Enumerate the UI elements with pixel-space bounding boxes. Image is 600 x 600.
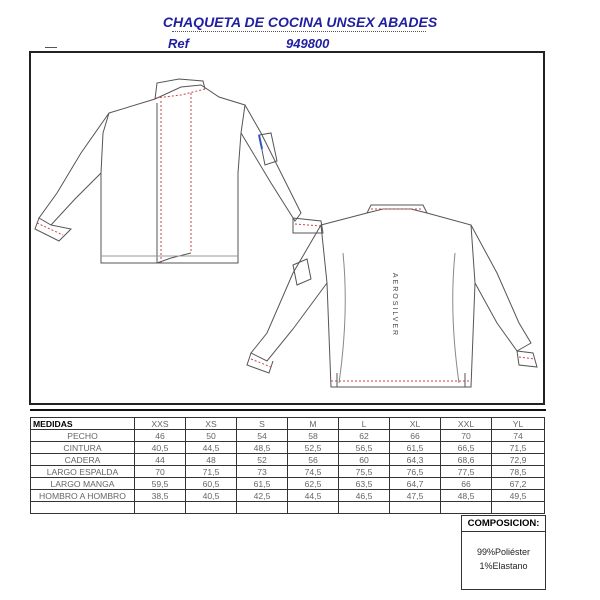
table-cell: 60,5 <box>186 478 237 490</box>
table-cell: 46 <box>135 430 186 442</box>
size-header: XL <box>390 418 441 430</box>
front-jacket-drawing <box>35 79 323 263</box>
row-label: LARGO MANGA <box>31 478 135 490</box>
table-cell <box>186 502 237 514</box>
table-cell <box>441 502 492 514</box>
size-header: M <box>288 418 339 430</box>
table-cell <box>492 502 545 514</box>
row-label: HOMBRO A HOMBRO <box>31 490 135 502</box>
ref-label: Ref <box>168 36 189 51</box>
size-header: XS <box>186 418 237 430</box>
table-cell: 61,5 <box>390 442 441 454</box>
table-cell: 68,6 <box>441 454 492 466</box>
garment-drawing <box>31 53 543 403</box>
table-cell: 44,5 <box>288 490 339 502</box>
table-cell: 72,9 <box>492 454 545 466</box>
table-cell: 66 <box>390 430 441 442</box>
size-header: S <box>237 418 288 430</box>
table-cell: 52,5 <box>288 442 339 454</box>
table-cell: 52 <box>237 454 288 466</box>
size-header: XXL <box>441 418 492 430</box>
table-row <box>31 478 545 490</box>
table-cell: 66,5 <box>441 442 492 454</box>
back-print-text: AEROSILVER <box>391 272 398 338</box>
size-header: XXS <box>135 418 186 430</box>
table-cell: 61,5 <box>237 478 288 490</box>
table-row <box>31 466 545 478</box>
garment-drawing-frame <box>29 51 545 405</box>
table-cell: 50 <box>186 430 237 442</box>
table-cell: 71,5 <box>186 466 237 478</box>
row-label: LARGO ESPALDA <box>31 466 135 478</box>
table-cell: 54 <box>237 430 288 442</box>
table-cell <box>135 502 186 514</box>
table-cell: 64,7 <box>390 478 441 490</box>
table-cell: 74 <box>492 430 545 442</box>
table-cell: 62 <box>339 430 390 442</box>
table-cell: 63,5 <box>339 478 390 490</box>
table-cell: 38,5 <box>135 490 186 502</box>
size-table <box>30 417 545 514</box>
table-row <box>31 490 545 502</box>
table-cell: 40,5 <box>135 442 186 454</box>
table-cell: 48,5 <box>441 490 492 502</box>
table-cell: 56 <box>288 454 339 466</box>
size-header-row <box>31 418 545 430</box>
ref-value: 949800 <box>286 36 330 51</box>
table-cell: 74,5 <box>288 466 339 478</box>
table-cell: 59,5 <box>135 478 186 490</box>
table-cell: 78,5 <box>492 466 545 478</box>
measures-header: MEDIDAS <box>31 418 135 430</box>
row-label: CADERA <box>31 454 135 466</box>
table-cell <box>390 502 441 514</box>
table-cell: 77,5 <box>441 466 492 478</box>
table-cell: 64,3 <box>390 454 441 466</box>
table-row <box>31 430 545 442</box>
table-top-rule <box>30 409 546 411</box>
title-underline <box>172 31 426 32</box>
table-cell: 42,5 <box>237 490 288 502</box>
table-cell: 70 <box>135 466 186 478</box>
table-cell: 66 <box>441 478 492 490</box>
table-row <box>31 442 545 454</box>
composition-elastane: 1%Elastano <box>479 561 528 571</box>
table-cell: 70 <box>441 430 492 442</box>
table-row-empty <box>31 502 545 514</box>
table-cell: 58 <box>288 430 339 442</box>
composition-title: COMPOSICION: <box>462 516 545 532</box>
table-cell: 73 <box>237 466 288 478</box>
table-cell: 48 <box>186 454 237 466</box>
table-cell: 56,5 <box>339 442 390 454</box>
table-cell: 76,5 <box>390 466 441 478</box>
table-cell <box>339 502 390 514</box>
table-cell: 60 <box>339 454 390 466</box>
table-cell: 44,5 <box>186 442 237 454</box>
table-cell <box>31 502 135 514</box>
size-header: YL <box>492 418 545 430</box>
composition-polyester: 99%Poliéster <box>476 547 531 557</box>
table-cell <box>237 502 288 514</box>
table-cell: 47,5 <box>390 490 441 502</box>
table-cell: 49,5 <box>492 490 545 502</box>
table-cell: 46,5 <box>339 490 390 502</box>
composition-box <box>461 515 546 590</box>
table-cell <box>288 502 339 514</box>
table-row <box>31 454 545 466</box>
row-label: CINTURA <box>31 442 135 454</box>
margin-mark <box>45 47 57 48</box>
table-cell: 48,5 <box>237 442 288 454</box>
row-label: PECHO <box>31 430 135 442</box>
table-cell: 62,5 <box>288 478 339 490</box>
table-cell: 67,2 <box>492 478 545 490</box>
table-cell: 40,5 <box>186 490 237 502</box>
document-title: CHAQUETA DE COCINA UNSEX ABADES <box>162 14 438 30</box>
table-cell: 44 <box>135 454 186 466</box>
table-cell: 71,5 <box>492 442 545 454</box>
table-cell: 75,5 <box>339 466 390 478</box>
size-header: L <box>339 418 390 430</box>
